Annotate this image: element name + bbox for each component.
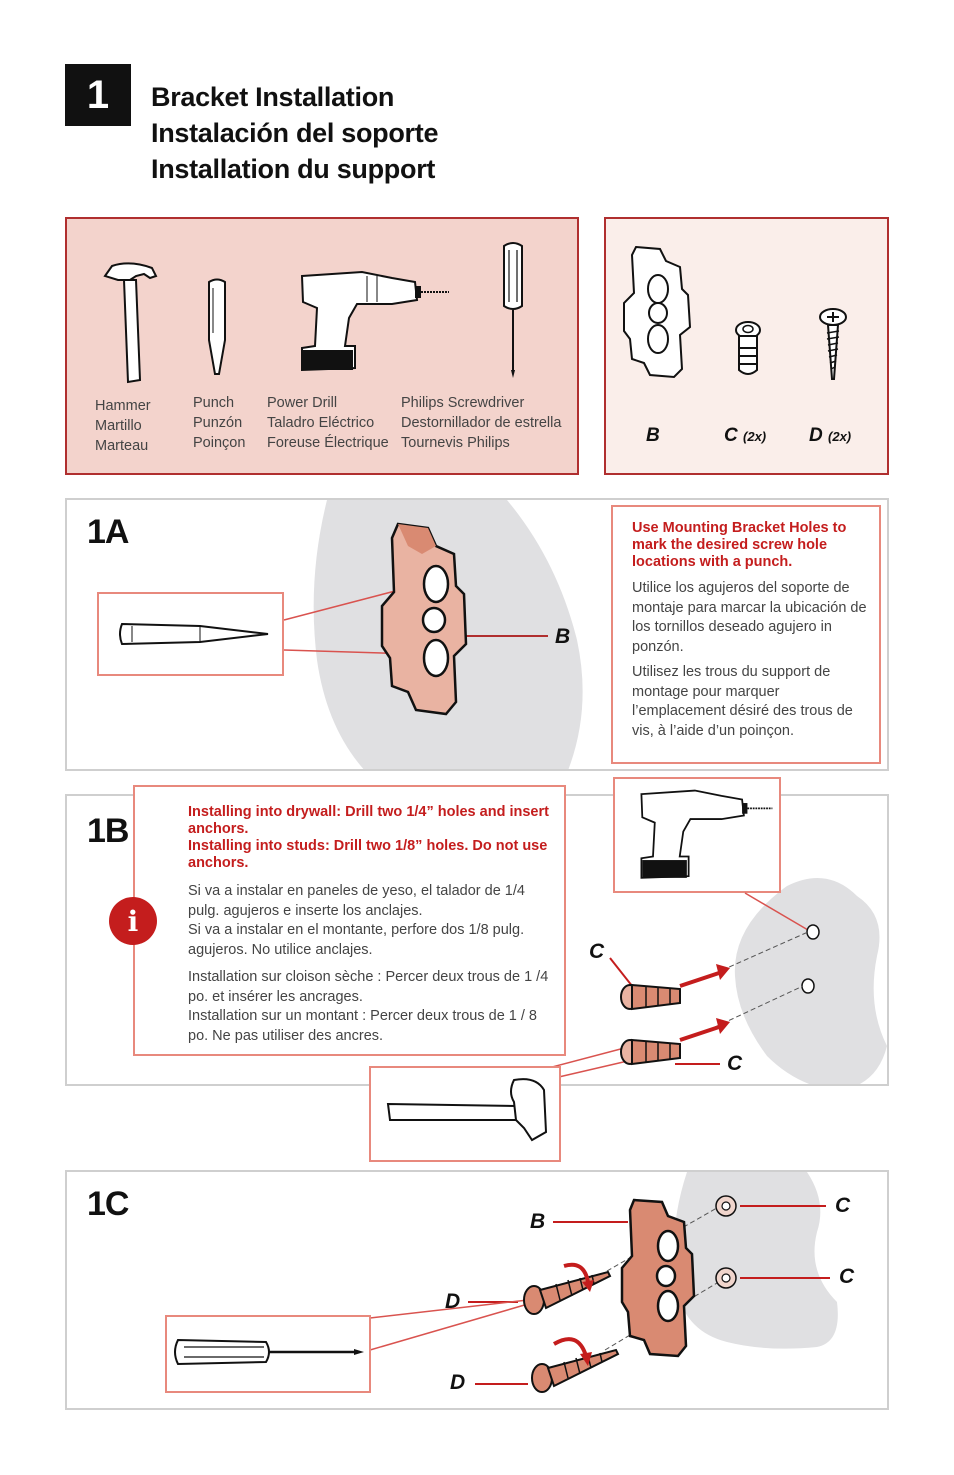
tool-label-line: Destornillador de estrella: [401, 415, 562, 431]
tool-label-line: Philips Screwdriver: [401, 395, 525, 411]
label-d-top: D: [445, 1290, 461, 1313]
tool-label-line: Poinçon: [193, 435, 246, 451]
label-c-top: C: [589, 940, 605, 963]
tool-label-line: Martillo: [95, 418, 142, 434]
step-number: 1: [65, 64, 131, 126]
screwdriver-icon: [174, 1336, 366, 1368]
note-english-studs: Installing into studs: Drill two 1/8” holes. Do not use anchors.: [188, 838, 548, 871]
note-english: Use Mounting Bracket Holes to mark the desired screw hole locations with a punch.: [632, 520, 847, 570]
tool-label-line: Tournevis Philips: [401, 435, 510, 451]
note-english-drywall: Installing into drywall: Drill two 1/4” holes and insert anchors.: [188, 804, 549, 837]
label-d-bottom: D: [450, 1371, 466, 1394]
title-spanish: Instalación del soporte: [151, 118, 439, 148]
part-label-c: C (2x): [724, 425, 767, 446]
step-1c-label: 1C: [87, 1185, 129, 1223]
screw-icon: [528, 1336, 620, 1396]
note-french: Installation sur cloison sèche : Percer deux trous de 1 /4 po. et insérer les ancrages. Installation sur un montant : Percer deux trous de 1 / 8 po. Ne pas utiliser des ancres.: [188, 969, 549, 1044]
label-b: B: [555, 625, 571, 648]
tool-label-line: Hammer: [95, 398, 151, 414]
step-1a-label: 1A: [87, 513, 129, 551]
label-b: B: [530, 1210, 546, 1233]
part-label-b: B: [646, 425, 660, 446]
tool-label-line: Marteau: [95, 438, 149, 454]
bracket-icon: [618, 1196, 698, 1366]
step-1b-label: 1B: [87, 812, 129, 850]
part-label-d: D (2x): [809, 425, 852, 446]
note-spanish: Utilice los agujeros del soporte de montaje para marcar la ubicación de los tornillos deseado agujero in ponzón.: [632, 580, 867, 655]
tool-label-line: Punzón: [193, 415, 243, 431]
anchor-head-icon: [714, 1194, 738, 1218]
title-english: Bracket Installation: [151, 82, 395, 112]
title-french: Installation du support: [151, 154, 436, 184]
label-c-bottom: C: [839, 1265, 855, 1288]
info-icon: i: [109, 897, 157, 945]
label-c-top: C: [835, 1194, 851, 1217]
tool-label-line: Punch: [193, 395, 235, 411]
anchor-head-icon: [714, 1266, 738, 1290]
tool-label-line: Power Drill: [267, 395, 338, 411]
label-c-bottom: C: [727, 1052, 743, 1075]
tool-label-line: Foreuse Électrique: [267, 435, 389, 451]
screw-icon: [520, 1262, 612, 1318]
note-spanish: Si va a instalar en paneles de yeso, el talador de 1/4 pulg. agujeros e inserte los anclajes. Si va a instalar en el montante, perfore dos 1/8 pulg. agujeros. No utilice anclajes.: [188, 883, 525, 958]
note-french: Utilisez les trous du support de montage pour marquer l’emplacement désiré des trous de vis, à l’aide d’un poinçon.: [632, 664, 853, 739]
tool-label-line: Taladro Eléctrico: [267, 415, 375, 431]
